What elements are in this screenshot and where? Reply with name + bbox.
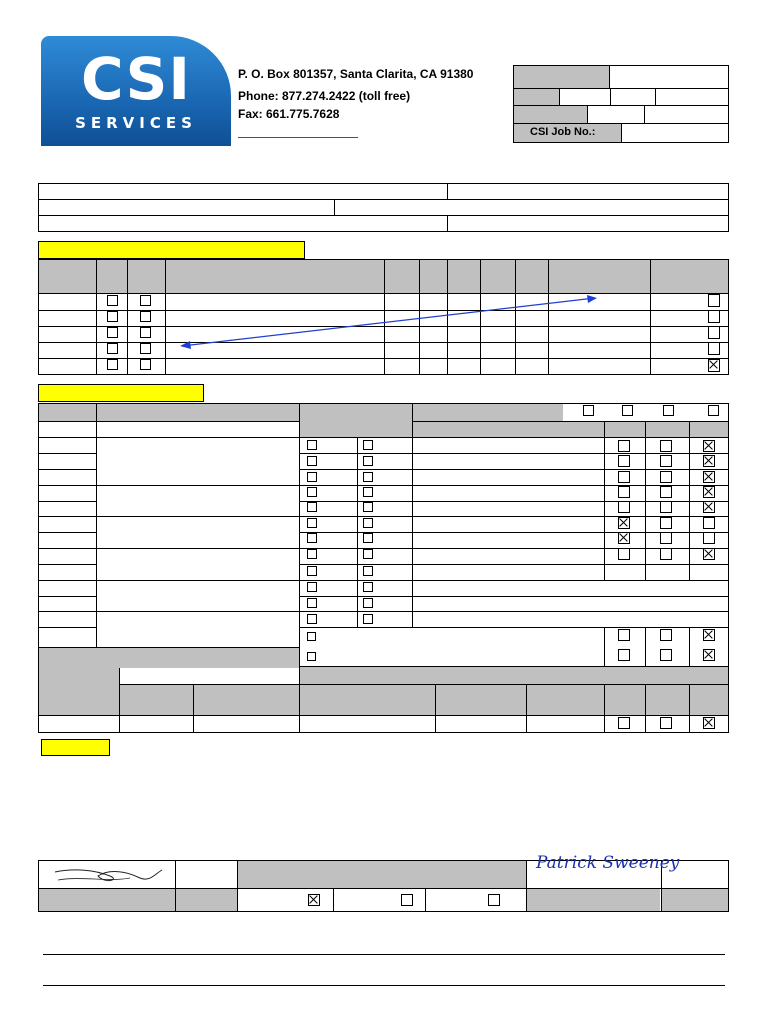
job-info-box	[513, 65, 729, 143]
signature-option-1-checked[interactable]	[308, 894, 320, 906]
s2-footer-col2[interactable]	[660, 717, 672, 729]
s1-row4-checkbox-c[interactable]	[708, 342, 720, 355]
signature-option-3[interactable]	[488, 894, 500, 906]
s2-r7-col1-checked[interactable]	[618, 532, 630, 544]
company-logo	[41, 36, 231, 146]
s2-row7-checkbox-a[interactable]	[307, 533, 317, 543]
s2-r1-col1[interactable]	[618, 440, 630, 452]
s2-r7-col3[interactable]	[703, 532, 715, 544]
s2-footer-col1[interactable]	[618, 717, 630, 729]
job-number-label: CSI Job No.:	[530, 126, 596, 138]
s2-r2-col1[interactable]	[618, 455, 630, 467]
s2-row1-checkbox-a[interactable]	[307, 440, 317, 450]
s2-lower1-col2[interactable]	[660, 629, 672, 641]
s2-row4-checkbox-a[interactable]	[307, 487, 317, 497]
s2-row2-checkbox-b[interactable]	[363, 456, 373, 466]
right-signature-text: Patrick Sweeney	[536, 853, 680, 873]
s2-r5-col2[interactable]	[660, 501, 672, 513]
s2-r3-col2[interactable]	[660, 471, 672, 483]
s2-r8-col2[interactable]	[660, 548, 672, 560]
s1-row5-checkbox-c-checked[interactable]	[708, 359, 720, 372]
s1-row2-checkbox-c[interactable]	[708, 310, 720, 323]
s2-row11-checkbox-b[interactable]	[363, 598, 373, 608]
notes-header-bar	[41, 739, 110, 756]
s2-row5-checkbox-a[interactable]	[307, 502, 317, 512]
s1-row4-checkbox-a[interactable]	[107, 343, 118, 354]
s2-r2-col3-checked[interactable]	[703, 455, 715, 467]
section1-header-bar	[38, 241, 305, 259]
s2-r4-col3-checked[interactable]	[703, 486, 715, 498]
s2-lower2-col3-checked[interactable]	[703, 649, 715, 661]
s2-footer-col3-checked[interactable]	[703, 717, 715, 729]
arrow-annotation	[170, 290, 610, 352]
s2-r3-col3-checked[interactable]	[703, 471, 715, 483]
s1-row3-checkbox-a[interactable]	[107, 327, 118, 338]
email-link-underline[interactable]	[238, 137, 358, 138]
s2-lower1-col1[interactable]	[618, 629, 630, 641]
s2-r1-col2[interactable]	[660, 440, 672, 452]
s2-row6-checkbox-b[interactable]	[363, 518, 373, 528]
s2-lower-row2-checkbox[interactable]	[307, 652, 316, 661]
right-signature-image	[530, 846, 680, 882]
s2-lower2-col1[interactable]	[618, 649, 630, 661]
s2-lower-row1-checkbox[interactable]	[307, 632, 316, 641]
s2-row3-checkbox-b[interactable]	[363, 472, 373, 482]
s2-row9-checkbox-b[interactable]	[363, 566, 373, 576]
s2-r6-col2[interactable]	[660, 517, 672, 529]
s2-row3-checkbox-a[interactable]	[307, 472, 317, 482]
job-box-label-cell-2	[514, 89, 560, 105]
s1-row1-checkbox-c[interactable]	[708, 294, 720, 307]
s2-row8-checkbox-a[interactable]	[307, 549, 317, 559]
s2-r4-col1[interactable]	[618, 486, 630, 498]
s2-row4-checkbox-b[interactable]	[363, 487, 373, 497]
s2-row10-checkbox-a[interactable]	[307, 582, 317, 592]
s1-row1-checkbox-b[interactable]	[140, 295, 151, 306]
s1-row5-checkbox-a[interactable]	[107, 359, 118, 370]
s2-header-checkbox-1[interactable]	[583, 405, 594, 416]
s2-r5-col1[interactable]	[618, 501, 630, 513]
s2-r7-col2[interactable]	[660, 532, 672, 544]
info-grid	[38, 183, 729, 232]
s2-r3-col1[interactable]	[618, 471, 630, 483]
s2-r8-col1[interactable]	[618, 548, 630, 560]
logo-main-text: CSI	[81, 45, 191, 113]
s2-r5-col3-checked[interactable]	[703, 501, 715, 513]
job-box-label-cell-3	[514, 106, 588, 123]
s2-r6-col3[interactable]	[703, 517, 715, 529]
bottom-line-2	[43, 985, 725, 986]
s1-row2-checkbox-a[interactable]	[107, 311, 118, 322]
s1-row2-checkbox-b[interactable]	[140, 311, 151, 322]
s1-row3-checkbox-c[interactable]	[708, 326, 720, 339]
s2-lower2-col2[interactable]	[660, 649, 672, 661]
s2-row5-checkbox-b[interactable]	[363, 502, 373, 512]
s2-header-checkbox-4[interactable]	[708, 405, 719, 416]
s2-header-checkbox-2[interactable]	[622, 405, 633, 416]
s2-row1-checkbox-b[interactable]	[363, 440, 373, 450]
s1-row5-checkbox-b[interactable]	[140, 359, 151, 370]
logo-sub-text: SERVICES	[75, 114, 197, 132]
section2-header-bar	[38, 384, 204, 402]
s2-row8-checkbox-b[interactable]	[363, 549, 373, 559]
s2-row7-checkbox-b[interactable]	[363, 533, 373, 543]
s2-row6-checkbox-a[interactable]	[307, 518, 317, 528]
s2-row12-checkbox-b[interactable]	[363, 614, 373, 624]
job-box-label-cell-1	[514, 66, 610, 88]
s2-row10-checkbox-b[interactable]	[363, 582, 373, 592]
s2-row11-checkbox-a[interactable]	[307, 598, 317, 608]
s2-header-checkbox-3[interactable]	[663, 405, 674, 416]
bottom-line-1	[43, 954, 725, 955]
s2-lower1-col3-checked[interactable]	[703, 629, 715, 641]
s2-r1-col3-checked[interactable]	[703, 440, 715, 452]
s2-r4-col2[interactable]	[660, 486, 672, 498]
s2-r6-col1-checked[interactable]	[618, 517, 630, 529]
company-phone: Phone: 877.274.2422 (toll free)	[238, 89, 411, 103]
s1-row4-checkbox-b[interactable]	[140, 343, 151, 354]
signature-option-2[interactable]	[401, 894, 413, 906]
s2-r8-col3-checked[interactable]	[703, 548, 715, 560]
s2-row2-checkbox-a[interactable]	[307, 456, 317, 466]
s2-r2-col2[interactable]	[660, 455, 672, 467]
section2-table	[38, 403, 729, 733]
s1-row1-checkbox-a[interactable]	[107, 295, 118, 306]
s2-row9-checkbox-a[interactable]	[307, 566, 317, 576]
company-fax: Fax: 661.775.7628	[238, 107, 340, 121]
s1-row3-checkbox-b[interactable]	[140, 327, 151, 338]
left-signature-image	[50, 862, 165, 888]
company-address: P. O. Box 801357, Santa Clarita, CA 91380	[238, 67, 474, 81]
s2-row12-checkbox-a[interactable]	[307, 614, 317, 624]
